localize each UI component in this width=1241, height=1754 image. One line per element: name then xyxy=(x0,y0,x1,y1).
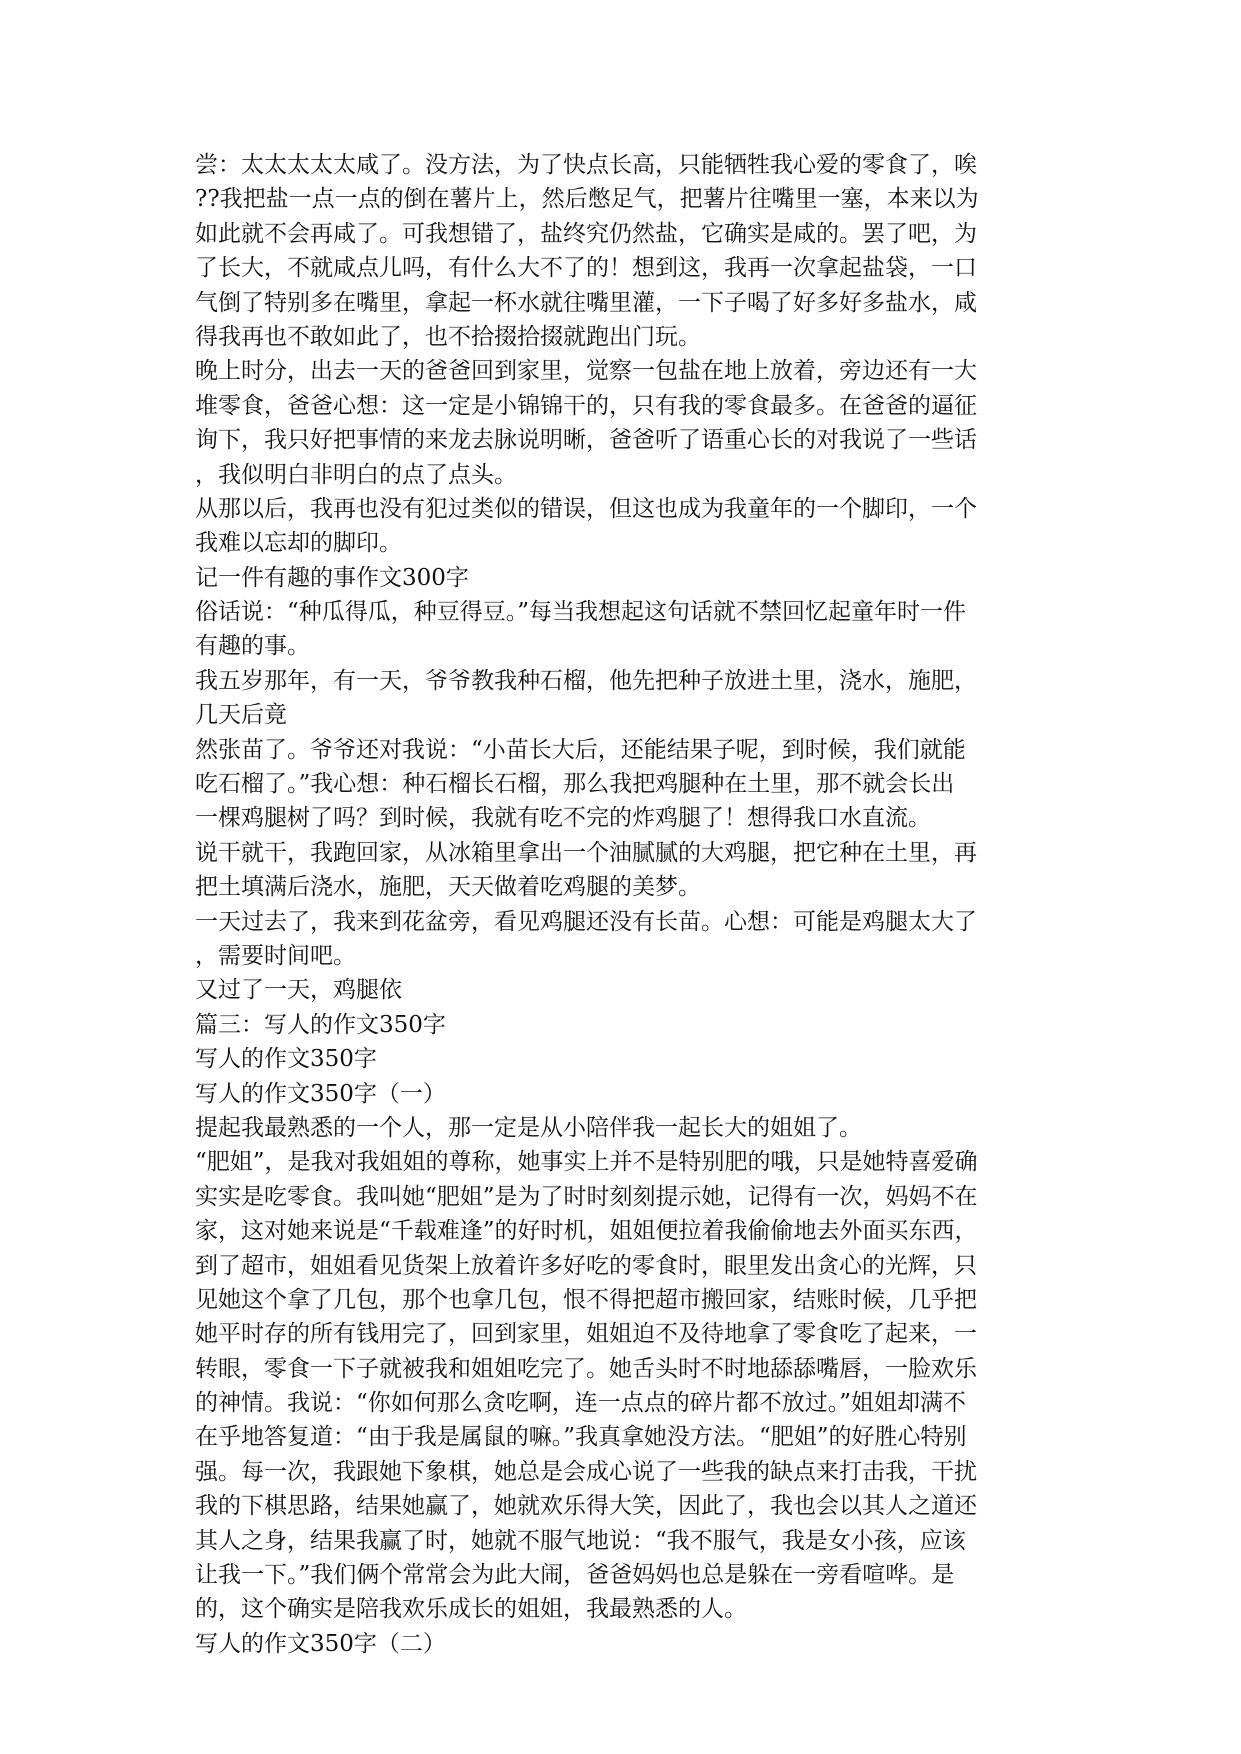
text-line: 我五岁那年，有一天，爷爷教我种石榴，他先把种子放进土里，浇水，施肥， xyxy=(195,667,977,694)
section-heading: 记一件有趣的事作文300字 xyxy=(195,564,469,591)
text-line: “肥姐”，是我对我姐姐的尊称，她事实上并不是特别肥的哦，只是她特喜爱确 xyxy=(195,1149,978,1176)
text-line: 转眼，零食一下子就被我和姐姐吃完了。她舌头时不时地舔舔嘴唇，一脸欢乐 xyxy=(195,1355,977,1382)
text-line: 得我再也不敢如此了，也不拾掇拾掇就跑出门玩。 xyxy=(195,323,701,350)
text-line: ，我似明白非明白的点了点头。 xyxy=(195,461,517,488)
text-line: 气倒了特别多在嘴里，拿起一杯水就往嘴里灌，一下子喝了好多好多盐水，咸 xyxy=(195,289,977,316)
document-body xyxy=(195,148,1075,1661)
text-line: 让我一下。”我们俩个常常会为此大闹，爸爸妈妈也总是躲在一旁看喧哗。是 xyxy=(195,1562,955,1589)
text-line: 从那以后，我再也没有犯过类似的错误，但这也成为我童年的一个脚印，一个 xyxy=(195,495,977,522)
text-line: 我难以忘却的脚印。 xyxy=(195,530,402,557)
text-line: ??我把盐一点一点的倒在薯片上，然后憋足气，把薯片往嘴里一塞，本来以为 xyxy=(195,186,979,213)
section-heading: 写人的作文350字（二） xyxy=(195,1630,446,1657)
text-line: 又过了一天，鸡腿依 xyxy=(195,977,402,1004)
section-heading: 篇三：写人的作文350字 xyxy=(195,1011,446,1038)
text-line: 询下，我只好把事情的来龙去脉说明晰，爸爸听了语重心长的对我说了一些话 xyxy=(195,427,977,454)
text-line: 见她这个拿了几包，那个也拿几包，恨不得把超市搬回家，结账时候，几乎把 xyxy=(195,1286,977,1313)
text-line: 的，这个确实是陪我欢乐成长的姐姐，我最熟悉的人。 xyxy=(195,1596,747,1623)
section-heading: 写人的作文350字 xyxy=(195,1046,377,1073)
text-line: 然张苗了。爷爷还对我说：“小苗长大后，还能结果子呢，到时候，我们就能 xyxy=(195,736,966,763)
text-line: 尝：太太太太太咸了。没方法，为了快点长高，只能牺牲我心爱的零食了，唉 xyxy=(195,152,977,178)
text-line: 有趣的事。 xyxy=(195,633,310,660)
text-line: 家，这对她来说是“千载难逢”的好时机，姐姐便拉着我偷偷地去外面买东西， xyxy=(195,1218,978,1245)
section-heading: 写人的作文350字（一） xyxy=(195,1080,446,1107)
text-line: 俗话说：“种瓜得瓜，种豆得豆。”每当我想起这句话就不禁回忆起童年时一件 xyxy=(195,599,967,626)
text-line: 我的下棋思路，结果她赢了，她就欢乐得大笑，因此了，我也会以其人之道还 xyxy=(195,1493,977,1520)
text-line: 一棵鸡腿树了吗？到时候，我就有吃不完的炸鸡腿了！想得我口水直流。 xyxy=(195,805,931,832)
text-line: 几天后竟 xyxy=(195,702,287,729)
text-line: 堆零食，爸爸心想：这一定是小锦锦干的，只有我的零食最多。在爸爸的逼征 xyxy=(195,392,977,419)
text-line: 说干就干，我跑回家，从冰箱里拿出一个油腻腻的大鸡腿，把它种在土里，再 xyxy=(195,839,977,866)
text-line: 的神情。我说：“你如何那么贪吃啊，连一点点的碎片都不放过。”姐姐却满不 xyxy=(195,1390,967,1417)
text-line: 如此就不会再咸了。可我想错了，盐终究仍然盐，它确实是咸的。罢了吧，为 xyxy=(195,220,977,247)
text-line: 在乎地答复道：“由于我是属鼠的嘛。”我真拿她没方法。“肥姐”的好胜心特别 xyxy=(195,1424,967,1451)
text-line: 晚上时分，出去一天的爸爸回到家里，觉察一包盐在地上放着，旁边还有一大 xyxy=(195,358,977,385)
text-line: 到了超市，姐姐看见货架上放着许多好吃的零食时，眼里发出贪心的光辉，只 xyxy=(195,1252,977,1279)
text-line: 把土填满后浇水，施肥，天天做着吃鸡腿的美梦。 xyxy=(195,874,701,901)
text-line: 了长大，不就咸点儿吗，有什么大不了的！想到这，我再一次拿起盐袋，一口 xyxy=(195,255,977,282)
text-line: 实实是吃零食。我叫她“肥姐”是为了时时刻刻提示她，记得有一次，妈妈不在 xyxy=(195,1183,978,1210)
text-line: 强。每一次，我跟她下象棋，她总是会成心说了一些我的缺点来打击我，干扰 xyxy=(195,1458,977,1485)
text-line: 一天过去了，我来到花盆旁，看见鸡腿还没有长苗。心想：可能是鸡腿太大了 xyxy=(195,908,977,935)
text-line: ，需要时间吧。 xyxy=(195,942,356,969)
text-line: 吃石榴了。”我心想：种石榴长石榴，那么我把鸡腿种在土里，那不就会长出 xyxy=(195,771,955,798)
text-line: 其人之身，结果我赢了时，她就不服气地说：“我不服气，我是女小孩，应该 xyxy=(195,1527,966,1554)
text-line: 提起我最熟悉的一个人，那一定是从小陪伴我一起长大的姐姐了。 xyxy=(195,1114,862,1141)
text-line: 她平时存的所有钱用完了，回到家里，姐姐迫不及待地拿了零食吃了起来，一 xyxy=(195,1321,977,1348)
